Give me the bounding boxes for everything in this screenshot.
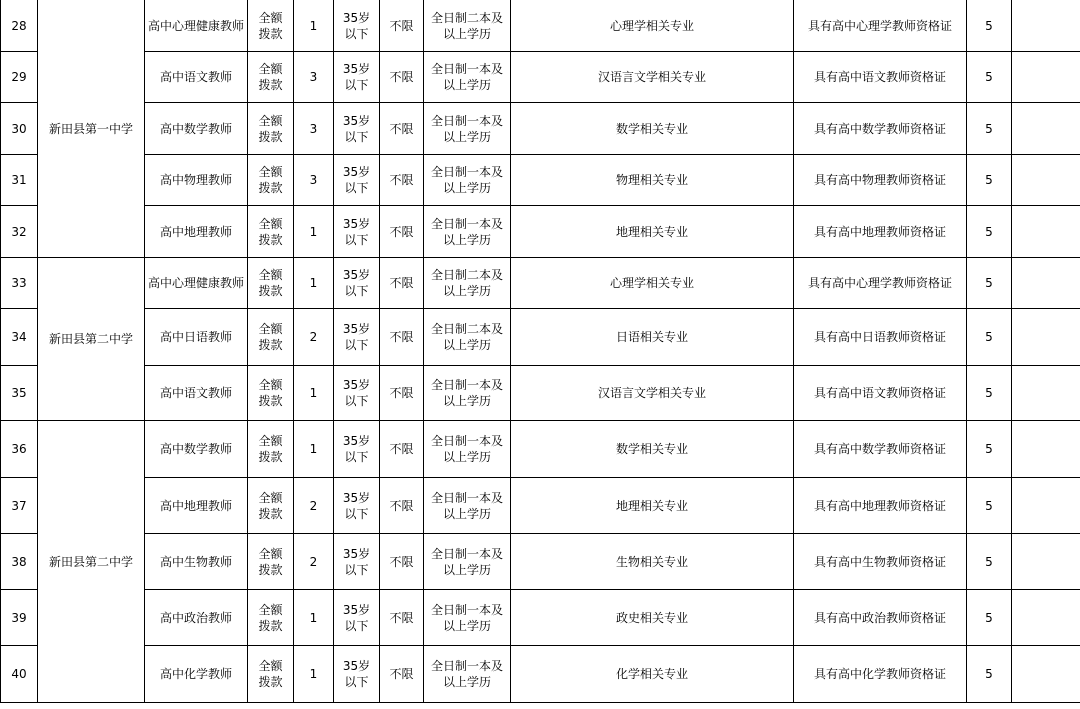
row-number-cell: 36 xyxy=(1,421,38,478)
headcount-cell: 1 xyxy=(294,590,334,646)
row-number-cell: 31 xyxy=(1,155,38,206)
education-cell: 全日制一本及 以上学历 xyxy=(424,52,511,103)
major-cell: 心理学相关专业 xyxy=(511,0,794,52)
table-row xyxy=(1,52,1080,103)
major-cell: 政史相关专业 xyxy=(511,590,794,646)
education-cell: 全日制一本及 以上学历 xyxy=(424,206,511,258)
table-body xyxy=(1,0,1080,703)
service-years-cell: 5 xyxy=(967,258,1012,309)
funding-type-cell: 全额 拨款 xyxy=(248,421,294,478)
gender-cell: 不限 xyxy=(380,646,424,703)
gender-cell: 不限 xyxy=(380,534,424,590)
education-cell: 全日制一本及 以上学历 xyxy=(424,155,511,206)
note-cell xyxy=(1012,103,1080,155)
headcount-cell: 1 xyxy=(294,646,334,703)
gender-cell: 不限 xyxy=(380,478,424,534)
note-cell xyxy=(1012,646,1080,703)
age-limit-cell: 35岁 以下 xyxy=(334,478,380,534)
age-limit-cell: 35岁 以下 xyxy=(334,206,380,258)
funding-type-cell: 全额 拨款 xyxy=(248,478,294,534)
table-row xyxy=(1,103,1080,155)
position-cell: 高中地理教师 xyxy=(145,478,248,534)
headcount-cell: 3 xyxy=(294,52,334,103)
table-row xyxy=(1,478,1080,534)
certificate-requirement-cell: 具有高中地理教师资格证 xyxy=(794,206,967,258)
certificate-requirement-cell: 具有高中物理教师资格证 xyxy=(794,155,967,206)
note-cell xyxy=(1012,52,1080,103)
funding-type-cell: 全额 拨款 xyxy=(248,258,294,309)
note-cell xyxy=(1012,258,1080,309)
service-years-cell: 5 xyxy=(967,155,1012,206)
major-cell: 化学相关专业 xyxy=(511,646,794,703)
row-number-cell: 30 xyxy=(1,103,38,155)
major-cell: 物理相关专业 xyxy=(511,155,794,206)
major-cell: 日语相关专业 xyxy=(511,309,794,366)
headcount-cell: 1 xyxy=(294,421,334,478)
headcount-cell: 3 xyxy=(294,155,334,206)
position-cell: 高中数学教师 xyxy=(145,103,248,155)
education-cell: 全日制一本及 以上学历 xyxy=(424,103,511,155)
education-cell: 全日制二本及 以上学历 xyxy=(424,0,511,52)
education-cell: 全日制二本及 以上学历 xyxy=(424,258,511,309)
headcount-cell: 2 xyxy=(294,309,334,366)
funding-type-cell: 全额 拨款 xyxy=(248,103,294,155)
age-limit-cell: 35岁 以下 xyxy=(334,534,380,590)
note-cell xyxy=(1012,421,1080,478)
school-name-cell: 新田县第一中学 xyxy=(38,0,145,258)
table-row xyxy=(1,590,1080,646)
education-cell: 全日制一本及 以上学历 xyxy=(424,478,511,534)
age-limit-cell: 35岁 以下 xyxy=(334,52,380,103)
major-cell: 生物相关专业 xyxy=(511,534,794,590)
table-row xyxy=(1,258,1080,309)
table-row xyxy=(1,309,1080,366)
position-cell: 高中政治教师 xyxy=(145,590,248,646)
funding-type-cell: 全额 拨款 xyxy=(248,52,294,103)
note-cell xyxy=(1012,366,1080,421)
gender-cell: 不限 xyxy=(380,52,424,103)
education-cell: 全日制一本及 以上学历 xyxy=(424,646,511,703)
age-limit-cell: 35岁 以下 xyxy=(334,0,380,52)
education-cell: 全日制一本及 以上学历 xyxy=(424,534,511,590)
age-limit-cell: 35岁 以下 xyxy=(334,103,380,155)
note-cell xyxy=(1012,0,1080,52)
position-cell: 高中化学教师 xyxy=(145,646,248,703)
note-cell xyxy=(1012,155,1080,206)
funding-type-cell: 全额 拨款 xyxy=(248,206,294,258)
row-number-cell: 40 xyxy=(1,646,38,703)
age-limit-cell: 35岁 以下 xyxy=(334,155,380,206)
table-row xyxy=(1,366,1080,421)
position-cell: 高中物理教师 xyxy=(145,155,248,206)
headcount-cell: 2 xyxy=(294,478,334,534)
funding-type-cell: 全额 拨款 xyxy=(248,309,294,366)
headcount-cell: 3 xyxy=(294,103,334,155)
funding-type-cell: 全额 拨款 xyxy=(248,0,294,52)
service-years-cell: 5 xyxy=(967,309,1012,366)
service-years-cell: 5 xyxy=(967,590,1012,646)
row-number-cell: 32 xyxy=(1,206,38,258)
gender-cell: 不限 xyxy=(380,309,424,366)
headcount-cell: 1 xyxy=(294,258,334,309)
row-number-cell: 37 xyxy=(1,478,38,534)
row-number-cell: 34 xyxy=(1,309,38,366)
table-row xyxy=(1,206,1080,258)
major-cell: 心理学相关专业 xyxy=(511,258,794,309)
position-cell: 高中心理健康教师 xyxy=(145,258,248,309)
row-number-cell: 35 xyxy=(1,366,38,421)
age-limit-cell: 35岁 以下 xyxy=(334,258,380,309)
major-cell: 地理相关专业 xyxy=(511,478,794,534)
service-years-cell: 5 xyxy=(967,206,1012,258)
note-cell xyxy=(1012,478,1080,534)
row-number-cell: 38 xyxy=(1,534,38,590)
gender-cell: 不限 xyxy=(380,0,424,52)
row-number-cell: 39 xyxy=(1,590,38,646)
major-cell: 数学相关专业 xyxy=(511,421,794,478)
table-row xyxy=(1,0,1080,52)
row-number-cell: 29 xyxy=(1,52,38,103)
education-cell: 全日制一本及 以上学历 xyxy=(424,366,511,421)
education-cell: 全日制一本及 以上学历 xyxy=(424,421,511,478)
position-cell: 高中日语教师 xyxy=(145,309,248,366)
certificate-requirement-cell: 具有高中心理学教师资格证 xyxy=(794,258,967,309)
table-row xyxy=(1,534,1080,590)
major-cell: 汉语言文学相关专业 xyxy=(511,52,794,103)
headcount-cell: 1 xyxy=(294,0,334,52)
position-cell: 高中数学教师 xyxy=(145,421,248,478)
age-limit-cell: 35岁 以下 xyxy=(334,421,380,478)
certificate-requirement-cell: 具有高中生物教师资格证 xyxy=(794,534,967,590)
certificate-requirement-cell: 具有高中语文教师资格证 xyxy=(794,52,967,103)
service-years-cell: 5 xyxy=(967,366,1012,421)
major-cell: 地理相关专业 xyxy=(511,206,794,258)
education-cell: 全日制二本及 以上学历 xyxy=(424,309,511,366)
gender-cell: 不限 xyxy=(380,155,424,206)
table-row xyxy=(1,646,1080,703)
age-limit-cell: 35岁 以下 xyxy=(334,309,380,366)
service-years-cell: 5 xyxy=(967,103,1012,155)
headcount-cell: 2 xyxy=(294,534,334,590)
certificate-requirement-cell: 具有高中政治教师资格证 xyxy=(794,590,967,646)
funding-type-cell: 全额 拨款 xyxy=(248,155,294,206)
funding-type-cell: 全额 拨款 xyxy=(248,366,294,421)
row-number-cell: 33 xyxy=(1,258,38,309)
position-cell: 高中地理教师 xyxy=(145,206,248,258)
gender-cell: 不限 xyxy=(380,590,424,646)
major-cell: 数学相关专业 xyxy=(511,103,794,155)
certificate-requirement-cell: 具有高中日语教师资格证 xyxy=(794,309,967,366)
gender-cell: 不限 xyxy=(380,258,424,309)
major-cell: 汉语言文学相关专业 xyxy=(511,366,794,421)
funding-type-cell: 全额 拨款 xyxy=(248,646,294,703)
note-cell xyxy=(1012,534,1080,590)
row-number-cell: 28 xyxy=(1,0,38,52)
position-cell: 高中心理健康教师 xyxy=(145,0,248,52)
funding-type-cell: 全额 拨款 xyxy=(248,534,294,590)
headcount-cell: 1 xyxy=(294,206,334,258)
note-cell xyxy=(1012,590,1080,646)
funding-type-cell: 全额 拨款 xyxy=(248,590,294,646)
service-years-cell: 5 xyxy=(967,534,1012,590)
age-limit-cell: 35岁 以下 xyxy=(334,646,380,703)
certificate-requirement-cell: 具有高中数学教师资格证 xyxy=(794,421,967,478)
certificate-requirement-cell: 具有高中化学教师资格证 xyxy=(794,646,967,703)
school-name-cell: 新田县第二中学 xyxy=(38,421,145,703)
position-cell: 高中语文教师 xyxy=(145,52,248,103)
table-row xyxy=(1,421,1080,478)
position-cell: 高中语文教师 xyxy=(145,366,248,421)
note-cell xyxy=(1012,206,1080,258)
position-cell: 高中生物教师 xyxy=(145,534,248,590)
education-cell: 全日制一本及 以上学历 xyxy=(424,590,511,646)
certificate-requirement-cell: 具有高中数学教师资格证 xyxy=(794,103,967,155)
headcount-cell: 1 xyxy=(294,366,334,421)
gender-cell: 不限 xyxy=(380,421,424,478)
gender-cell: 不限 xyxy=(380,103,424,155)
table-row xyxy=(1,155,1080,206)
service-years-cell: 5 xyxy=(967,646,1012,703)
gender-cell: 不限 xyxy=(380,206,424,258)
note-cell xyxy=(1012,309,1080,366)
service-years-cell: 5 xyxy=(967,421,1012,478)
certificate-requirement-cell: 具有高中心理学教师资格证 xyxy=(794,0,967,52)
certificate-requirement-cell: 具有高中地理教师资格证 xyxy=(794,478,967,534)
service-years-cell: 5 xyxy=(967,0,1012,52)
service-years-cell: 5 xyxy=(967,52,1012,103)
service-years-cell: 5 xyxy=(967,478,1012,534)
school-name-cell: 新田县第二中学 xyxy=(38,258,145,421)
age-limit-cell: 35岁 以下 xyxy=(334,590,380,646)
gender-cell: 不限 xyxy=(380,366,424,421)
age-limit-cell: 35岁 以下 xyxy=(334,366,380,421)
certificate-requirement-cell: 具有高中语文教师资格证 xyxy=(794,366,967,421)
